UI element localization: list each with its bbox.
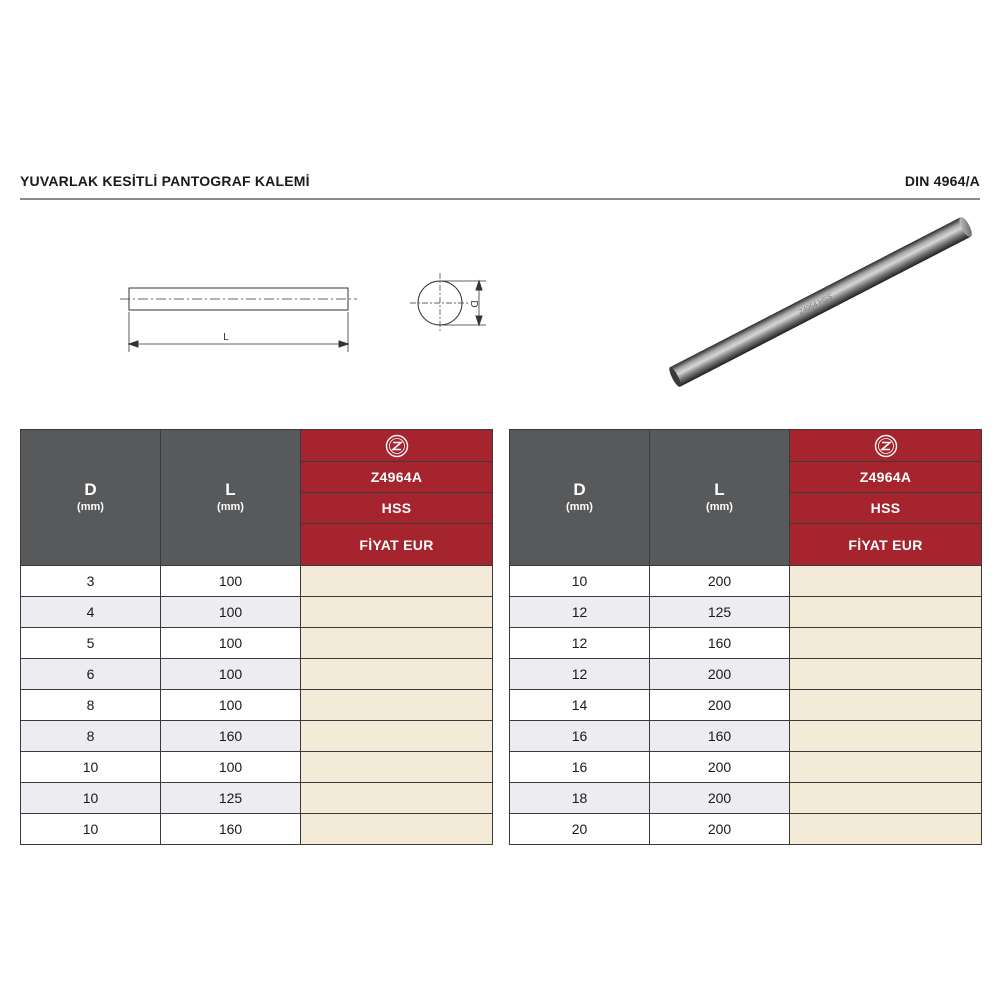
cell-d: 14: [510, 690, 650, 721]
standard-code: DIN 4964/A: [904, 173, 980, 189]
cell-price: [301, 721, 493, 752]
cell-l: 100: [161, 752, 301, 783]
cell-price: [790, 690, 982, 721]
table-row: [21, 659, 493, 690]
cell-d: 20: [510, 814, 650, 845]
spec-table-right: [509, 429, 982, 845]
table-row: [510, 659, 982, 690]
table-row: [510, 721, 982, 752]
rod-engraving: Z4964 HSS: [798, 293, 834, 317]
cell-price: [301, 566, 493, 597]
cell-price: [790, 814, 982, 845]
cell-d: 10: [21, 752, 161, 783]
header-d-unit: (mm): [566, 501, 593, 513]
cell-d: 6: [21, 659, 161, 690]
table-row: [510, 566, 982, 597]
cell-d: 8: [21, 690, 161, 721]
cell-d: 10: [21, 783, 161, 814]
cell-d: 10: [21, 814, 161, 845]
table-row: [510, 752, 982, 783]
cell-l: 200: [650, 566, 790, 597]
cell-d: 8: [21, 721, 161, 752]
cell-price: [301, 628, 493, 659]
cell-l: 100: [161, 659, 301, 690]
z-logo-icon: [385, 434, 409, 458]
header-price: FİYAT EUR: [790, 524, 982, 566]
cell-price: [301, 783, 493, 814]
cell-price: [301, 814, 493, 845]
cell-d: 12: [510, 659, 650, 690]
cell-price: [301, 597, 493, 628]
cell-price: [301, 690, 493, 721]
header-l-unit: (mm): [217, 501, 244, 513]
cell-l: 100: [161, 566, 301, 597]
cell-l: 200: [650, 814, 790, 845]
diameter-label: D: [468, 300, 479, 308]
cell-d: 4: [21, 597, 161, 628]
spec-table-left: [20, 429, 493, 845]
z-logo-icon: [874, 434, 898, 458]
table-row: [510, 597, 982, 628]
table-row: [21, 814, 493, 845]
table-row: [21, 566, 493, 597]
cell-price: [790, 566, 982, 597]
cell-l: 200: [650, 659, 790, 690]
cell-d: 12: [510, 597, 650, 628]
header-d: [21, 430, 161, 566]
cell-price: [790, 628, 982, 659]
cell-l: 100: [161, 628, 301, 659]
table-row: [21, 783, 493, 814]
cell-price: [301, 659, 493, 690]
table-row: [21, 752, 493, 783]
cell-price: [790, 597, 982, 628]
table-row: [510, 783, 982, 814]
cell-d: 16: [510, 721, 650, 752]
cell-l: 100: [161, 690, 301, 721]
table-row: [21, 628, 493, 659]
table-row: [510, 628, 982, 659]
cell-price: [790, 752, 982, 783]
cell-l: 160: [161, 721, 301, 752]
header-l: [650, 430, 790, 566]
header-article: Z4964A: [301, 462, 493, 493]
length-label: L: [223, 332, 229, 343]
table-row: [21, 597, 493, 628]
header-l: [161, 430, 301, 566]
cell-l: 200: [650, 752, 790, 783]
header-d-unit: (mm): [77, 501, 104, 513]
table-row: [510, 690, 982, 721]
header-price: FİYAT EUR: [301, 524, 493, 566]
cell-l: 125: [650, 597, 790, 628]
header-l-unit: (mm): [706, 501, 733, 513]
product-photo: [0, 0, 1000, 420]
cell-l: 100: [161, 597, 301, 628]
cell-l: 200: [650, 783, 790, 814]
table-row: [21, 721, 493, 752]
header-logo: [301, 430, 493, 462]
cell-d: 18: [510, 783, 650, 814]
cell-l: 160: [650, 628, 790, 659]
cell-d: 3: [21, 566, 161, 597]
table-row: [510, 814, 982, 845]
table-row: [21, 690, 493, 721]
cell-d: 12: [510, 628, 650, 659]
cell-l: 200: [650, 690, 790, 721]
cell-price: [301, 752, 493, 783]
page-title: YUVARLAK KESİTLİ PANTOGRAF KALEMİ: [20, 173, 310, 189]
header-logo: [790, 430, 982, 462]
header-d: [510, 430, 650, 566]
header-l-symbol: L: [225, 480, 236, 499]
cell-price: [790, 783, 982, 814]
cell-price: [790, 659, 982, 690]
rod-image: [667, 215, 974, 388]
cell-l: 160: [161, 814, 301, 845]
header-d-symbol: D: [573, 480, 586, 499]
cell-d: 10: [510, 566, 650, 597]
header-d-symbol: D: [84, 480, 97, 499]
header-material: HSS: [301, 493, 493, 524]
header-l-symbol: L: [714, 480, 725, 499]
cell-l: 125: [161, 783, 301, 814]
cell-d: 5: [21, 628, 161, 659]
header-article: Z4964A: [790, 462, 982, 493]
header-material: HSS: [790, 493, 982, 524]
cell-price: [790, 721, 982, 752]
cell-d: 16: [510, 752, 650, 783]
cell-l: 160: [650, 721, 790, 752]
